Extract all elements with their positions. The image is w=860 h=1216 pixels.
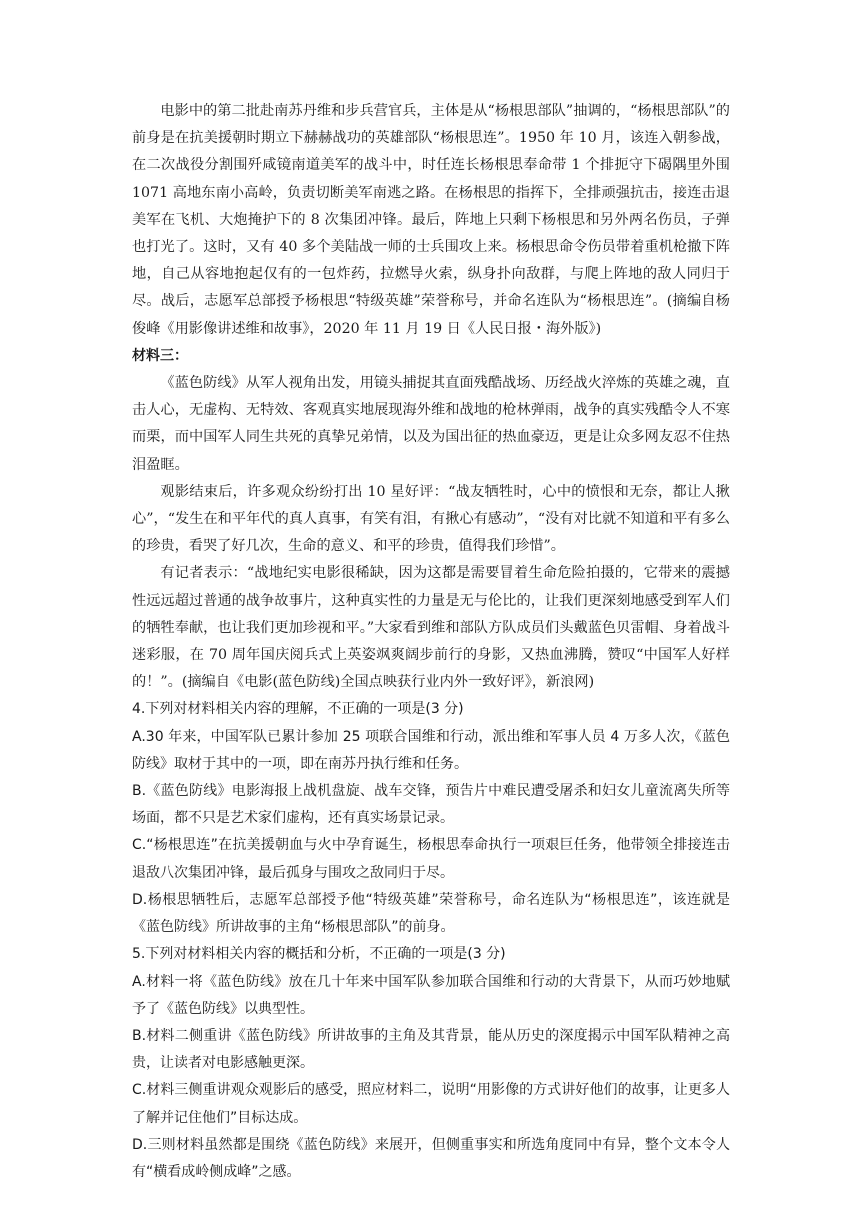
question-4-option-b: B.《蓝色防线》电影海报上战机盘旋、战车交锋，预告片中难民遭受屠杀和妇女儿童流离失所等场面，都不只是艺术家们虚构，还有真实场景记录。 [132,783,730,827]
question-5-option-d: D.三则材料虽然都是围绕《蓝色防线》来展开，但侧重事实和所选角度同中有异，整个文本令人有“横看成岭侧成峰”之感。 [132,1136,730,1180]
question-4-stem: 4.下列对材料相关内容的理解，不正确的一项是(3 分) [132,701,464,718]
question-4-option-c: C.“杨根思连”在抗美援朝血与火中孕育诞生，杨根思奉命执行一项艰巨任务，他带领全排接连击退敌八次集团冲锋，最后孤身与围攻之敌同归于尽。 [132,837,730,881]
question-5-option-c: C.材料三侧重讲观众观影后的感受，照应材料二，说明“用影像的方式讲好他们的故事，让更多人了解并记住他们”目标达成。 [132,1082,730,1126]
exam-page [132,98,730,1186]
question-4-option-a: A.30 年来，中国军队已累计参加 25 项联合国维和行动，派出维和军事人员 4 万多人次，《蓝色防线》取材于其中的一项，即在南苏丹执行维和任务。 [132,728,730,772]
question-5-option-b: B.材料二侧重讲《蓝色防线》所讲故事的主角及其背景，能从历史的深度揭示中国军队精神之高贵，让读者对电影感触更深。 [132,1027,730,1072]
material3-paragraph-1: 《蓝色防线》从军人视角出发，用镜头捕捉其直面残酷战场、历经战火淬炼的英雄之魂，直击人心，无虚构、无特效、客观真实地展现海外维和战地的枪林弹雨，战争的真实残酷令人不寒而栗，而中国军人同生共死的真挚兄弟情，以及为国出征的热血豪迈，更是让众多网友忍不住热泪盈眶。 [132,375,730,473]
material3-paragraph-3: 有记者表示：“战地纪实电影很稀缺，因为这都是需要冒着生命危险拍摄的，它带来的震撼性远远超过普通的战争故事片，这种真实性的力量是无与伦比的，让我们更深刻地感受到军人们的牺牲奉献，也让我们更加珍视和平。”大家看到维和部队方队成员们头戴蓝色贝雷帽、身着战斗迷彩服，在 70 周年国庆阅兵式上英姿飒爽阔步前行的身影，又热血沸腾，赞叹“中国军人好样的！”。(摘编自《电影(蓝色防线)全国点映获行业内外一致好评》，新浪网) [132,565,730,691]
material3-paragraph-2: 观影结束后，许多观众纷纷打出 10 星好评：“战友牺牲时，心中的愤恨和无奈，都让人揪心”，“发生在和平年代的真人真事，有笑有泪，有揪心有感动”，“没有对比就不知道和平有多么的珍贵，看哭了好几次，生命的意义、和平的珍贵，值得我们珍惜”。 [132,483,730,555]
question-4-option-d: D.杨根思牺牲后，志愿军总部授予他“特级英雄”荣誉称号，命名连队为“杨根思连”，该连就是《蓝色防线》所讲故事的主角“杨根思部队”的前身。 [132,891,730,936]
question-5-option-a: A.材料一将《蓝色防线》放在几十年来中国军队参加联合国维和行动的大背景下，从而巧妙地赋予了《蓝色防线》以典型性。 [132,973,730,1017]
material3-heading: 材料三： [132,347,188,364]
material2-paragraph: 电影中的第二批赴南苏丹维和步兵营官兵，主体是从“杨根思部队”抽调的，“杨根思部队”的前身是在抗美援朝时期立下赫赫战功的英雄部队“杨根思连”。1950 年 10 月，该连入朝参战，在二次战役分割围歼咸镜南道美军的战斗中，时任连长杨根思奉命带 1 个排扼守下碣隅里外围 1071 高地东南小高岭，负责切断美军南逃之路。在杨根思的指挥下，全排顽强抗击，接连击退美军在飞机、大炮掩护下的 8 次集团冲锋。最后，阵地上只剩下杨根思和另外两名伤员，子弹也打光了。这时，又有 40 多个美陆战一师的士兵围攻上来。杨根思命令伤员带着重机枪撤下阵地，自己从容地抱起仅有的一包炸药，拉燃导火索，纵身扑向敌群，与爬上阵地的敌人同归于尽。战后，志愿军总部授予杨根思“特级英雄”荣誉称号，并命名连队为“杨根思连”。(摘编自杨俊峰《用影像讲述维和故事》，2020 年 11 月 19 日《人民日报・海外版》) [132,103,730,337]
question-5-stem: 5.下列对材料相关内容的概括和分析，不正确的一项是(3 分) [132,946,506,963]
